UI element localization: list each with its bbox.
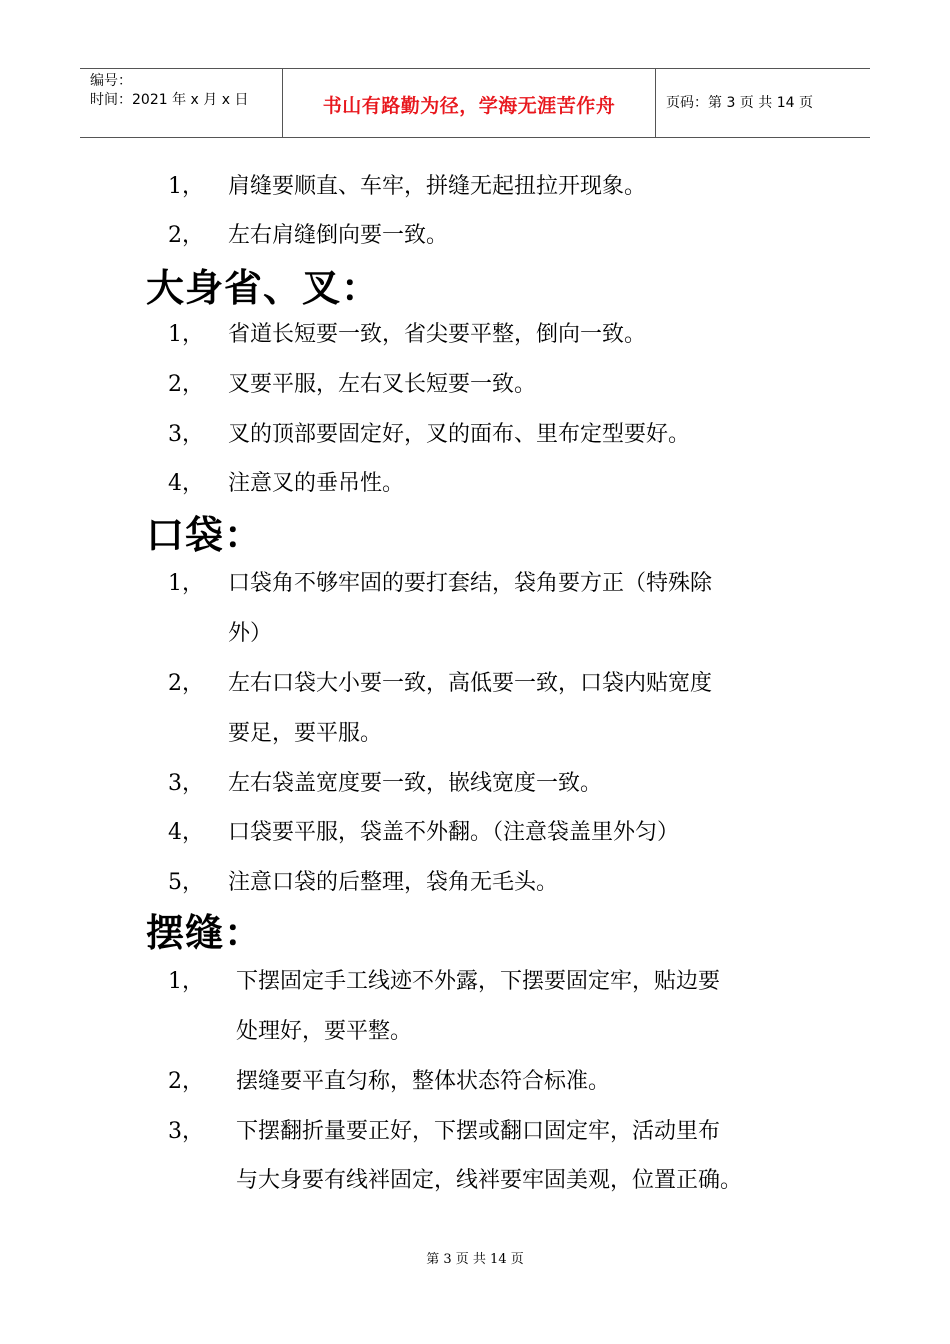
item-number: 3， (168, 1119, 204, 1144)
item-number: 1， (168, 969, 204, 994)
item-text: 注意口袋的后整理，袋角无毛头。 (228, 870, 559, 895)
item-text-line: 处理好，要平整。 (236, 1019, 413, 1044)
section-heading: 摆缝： (146, 911, 264, 955)
item-number: 3， (168, 422, 204, 447)
page-info: 页码：第 3 页 共 14 页 (666, 95, 813, 111)
section-heading: 大身省、叉： (146, 266, 381, 310)
item-text: 叉的顶部要固定好，叉的面布、里布定型要好。 (228, 422, 691, 447)
document-header (80, 68, 870, 138)
item-number: 2， (168, 671, 204, 696)
item-text-line: 下摆固定手工线迹不外露，下摆要固定牢，贴边要 (236, 969, 721, 994)
page-footer: 第 3 页 共 14 页 (426, 1252, 524, 1267)
item-number: 2， (168, 223, 204, 248)
item-text: 叉要平服，左右叉长短要一致。 (228, 372, 537, 397)
date-label: 时间：2021 年 x 月 x 日 (90, 92, 249, 108)
item-text-line: 下摆翻折量要正好，下摆或翻口固定牢，活动里布 (236, 1119, 721, 1144)
item-number: 3， (168, 771, 204, 796)
header-motto-cell (282, 69, 656, 137)
item-number: 1， (168, 322, 204, 347)
item-number: 5， (168, 870, 204, 895)
item-text-line: 要足，要平服。 (228, 721, 383, 746)
item-text-line: 左右口袋大小要一致，高低要一致，口袋内贴宽度 (228, 671, 713, 696)
item-text: 左右肩缝倒向要一致。 (228, 223, 449, 248)
item-text: 摆缝要平直匀称，整体状态符合标准。 (236, 1069, 611, 1094)
item-number: 2， (168, 372, 204, 397)
header-meta-cell (80, 69, 282, 137)
item-text: 注意叉的垂吊性。 (228, 471, 405, 496)
item-text-line: 外） (228, 621, 273, 646)
item-text: 左右袋盖宽度要一致，嵌线宽度一致。 (228, 771, 603, 796)
item-text: 口袋要平服，袋盖不外翻。（注意袋盖里外匀） (228, 820, 680, 845)
serial-label: 编号： (90, 73, 132, 89)
item-text-line: 与大身要有线袢固定，线袢要牢固美观，位置正确。 (236, 1168, 743, 1193)
item-number: 1， (168, 571, 204, 596)
item-number: 2， (168, 1069, 204, 1094)
item-number: 4， (168, 820, 204, 845)
item-text-line: 口袋角不够牢固的要打套结，袋角要方正（特殊除 (228, 571, 713, 596)
item-number: 4， (168, 471, 204, 496)
header-page-cell (656, 69, 870, 137)
item-number: 1， (168, 174, 204, 199)
item-text: 肩缝要顺直、车牢，拼缝无起扭拉开现象。 (228, 174, 647, 199)
motto-text: 书山有路勤为径，学海无涯苦作舟 (322, 95, 616, 117)
section-heading: 口袋： (146, 513, 264, 557)
item-text: 省道长短要一致，省尖要平整，倒向一致。 (228, 322, 647, 347)
